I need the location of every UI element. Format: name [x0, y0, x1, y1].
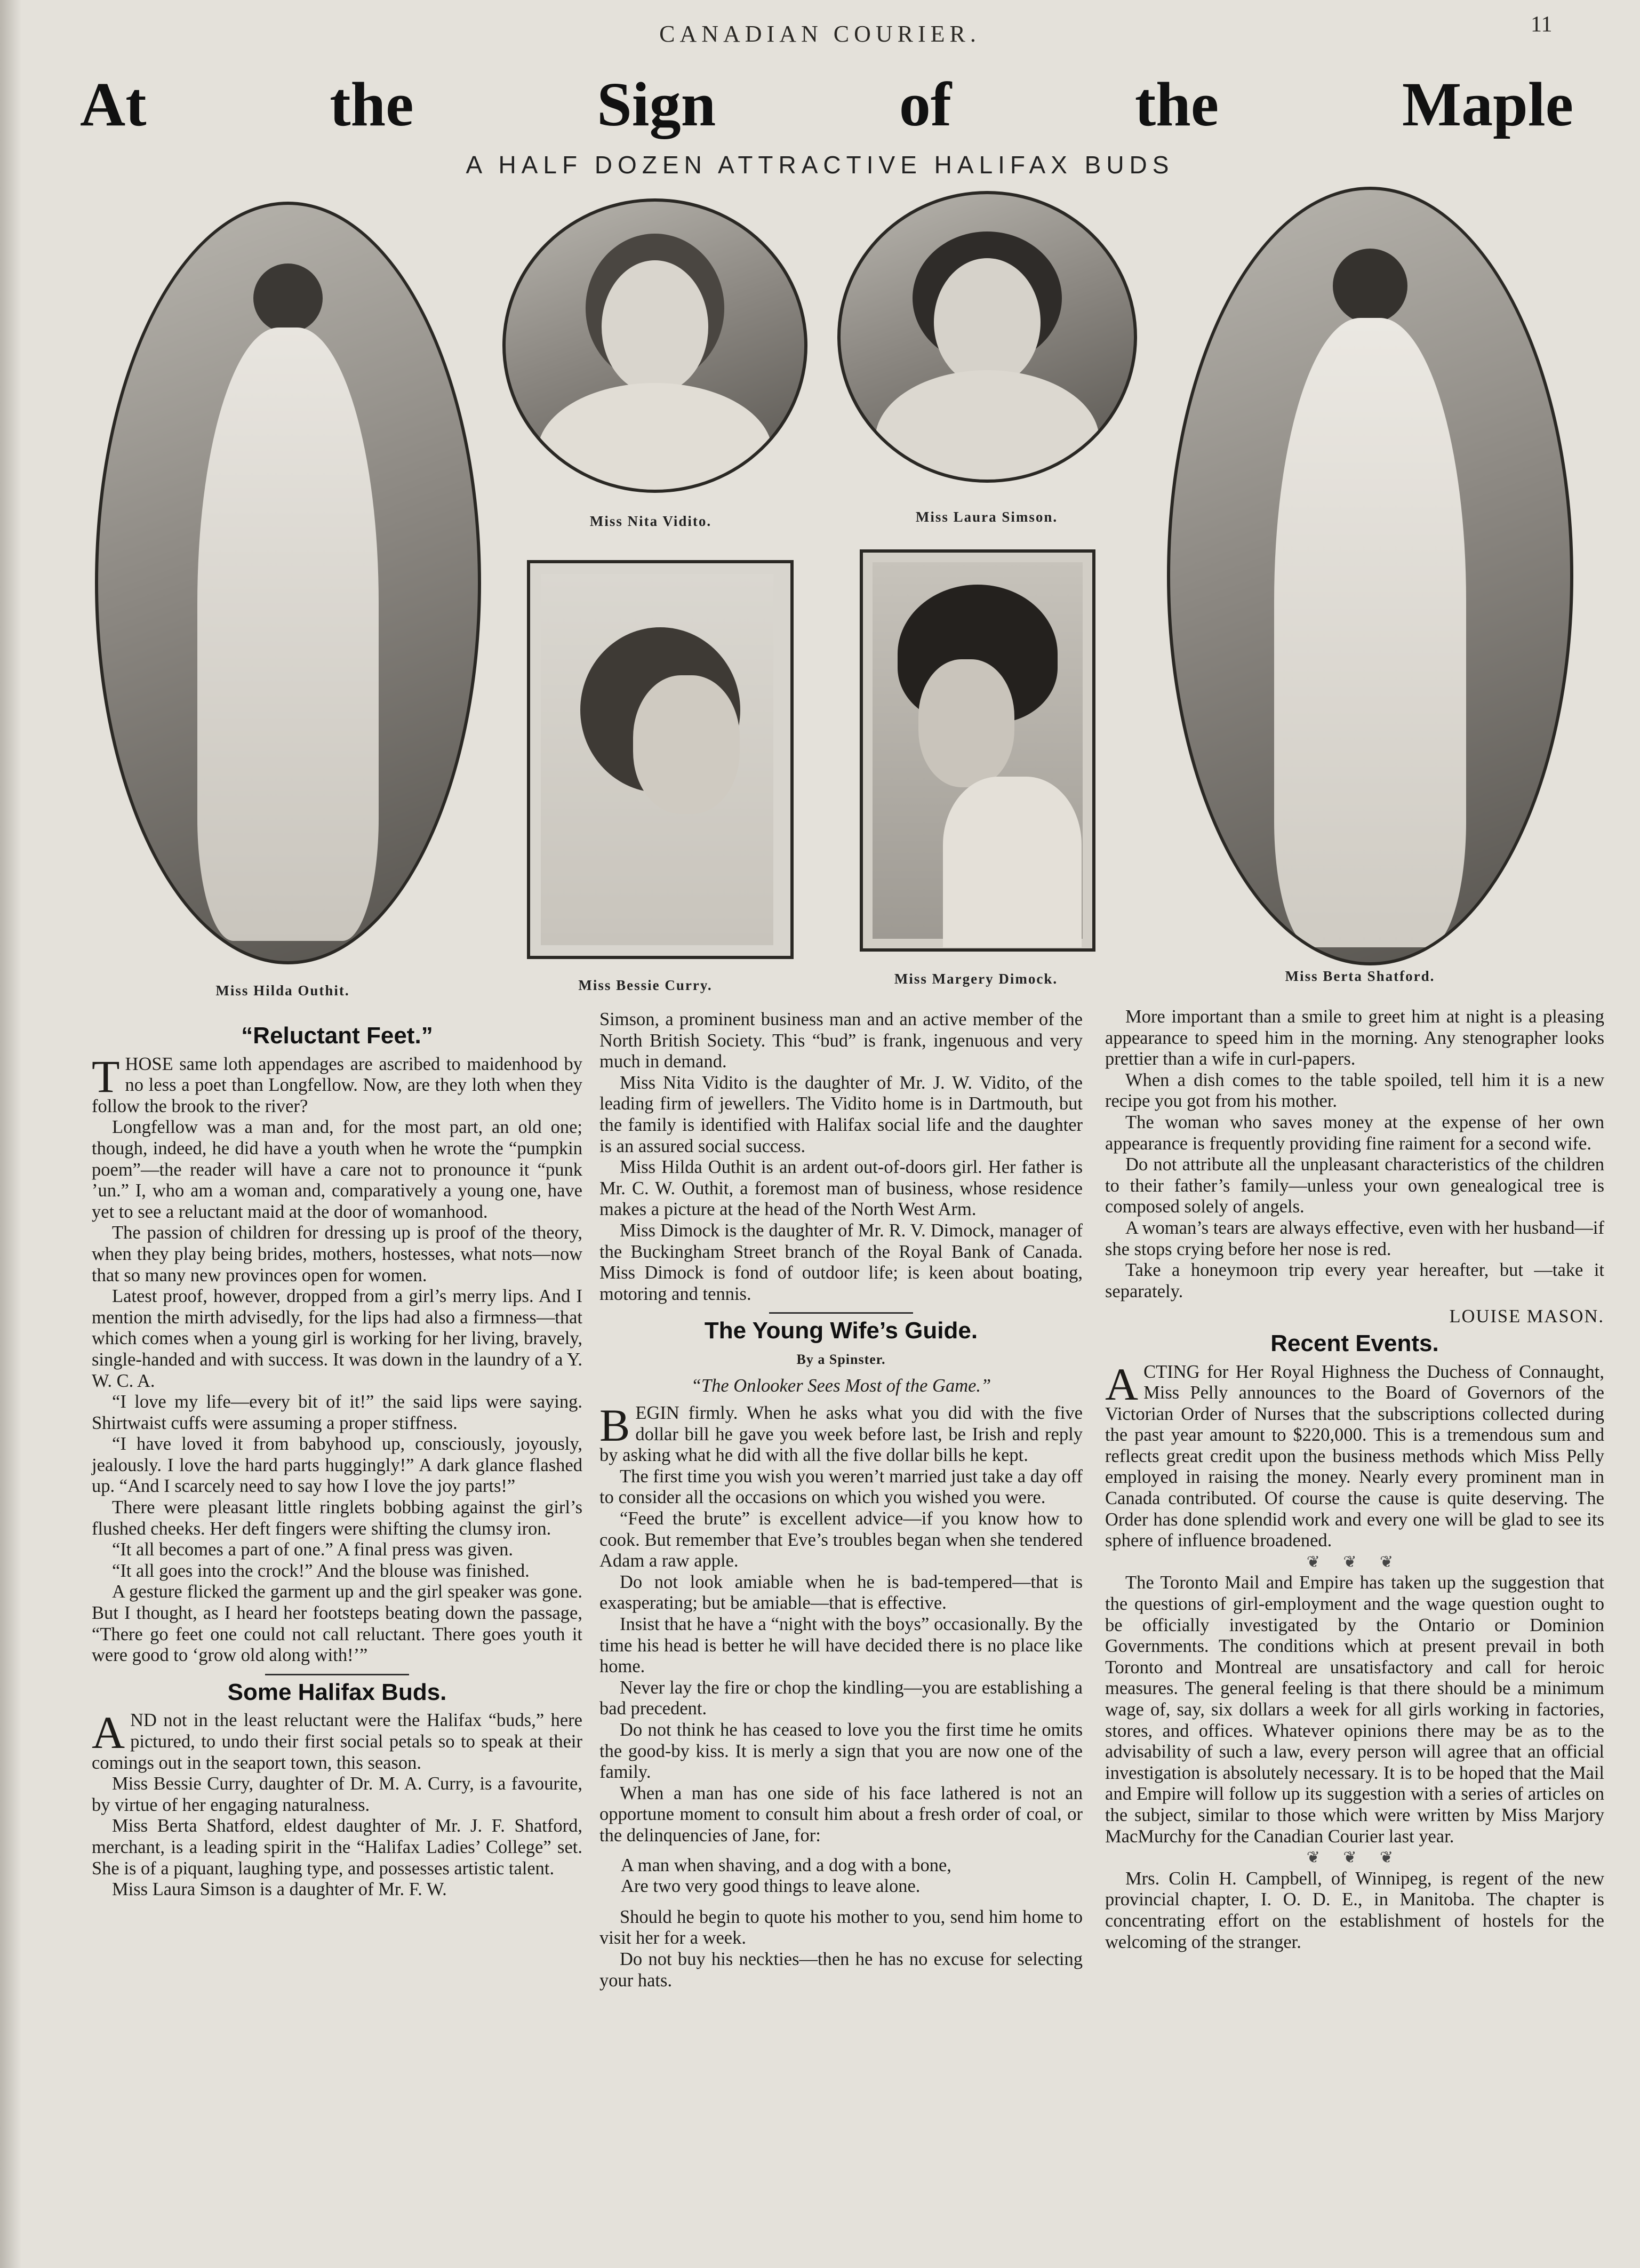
paragraph: Should he begin to quote his mother to you, send him home to visit her for a week.: [599, 1906, 1083, 1948]
photo-margery-dimock: [860, 549, 1095, 952]
paragraph: Simson, a prominent business man and an active member of the North British Society. This “bud” is frank, ingenuous and very much in demand.: [599, 1009, 1083, 1072]
paragraph: Never lay the fire or chop the kindling—you are establishing a bad precedent.: [599, 1677, 1083, 1719]
byline: By a Spinster.: [796, 1351, 886, 1367]
verse-line: A man when shaving, and a dog with a bone,: [621, 1855, 951, 1875]
photo-berta-shatford: [1167, 187, 1573, 965]
heading-recent-events: Recent Events.: [1270, 1330, 1439, 1356]
drop-cap: A: [1105, 1358, 1139, 1410]
paragraph: “It all becomes a part of one.” A final press was given.: [112, 1539, 514, 1560]
ornament-divider: ❦ ❦ ❦: [1306, 1849, 1403, 1867]
drop-cap: T: [92, 1050, 120, 1102]
paragraph: When a man has one side of his face lathered is not an opportune moment to consult him about a fresh order of coal, or the delinquencies of Jane, for:: [599, 1783, 1083, 1846]
caption-margery-dimock: Miss Margery Dimock.: [894, 971, 1058, 987]
paragraph: Do not attribute all the unpleasant characteristics of the children to their father’s family—unless your own genealogical tree is composed solely of angels.: [1105, 1154, 1604, 1217]
heading-reluctant-feet: “Reluctant Feet.”: [241, 1023, 433, 1049]
paragraph: Do not think he has ceased to love you the first time he omits the good-by kiss. It is merly a sign that you are now one of the family.: [599, 1720, 1083, 1783]
drop-cap: A: [92, 1707, 125, 1759]
paragraph: “It all goes into the crock!” And the blouse was finished.: [112, 1560, 530, 1581]
paragraph: Do not look amiable when he is bad-tempered—that is exasperating; but be amiable—that is effective.: [599, 1571, 1083, 1614]
article-subtitle: A HALF DOZEN ATTRACTIVE HALIFAX BUDS: [466, 151, 1174, 179]
running-head: CANADIAN COURIER.: [659, 21, 981, 47]
paragraph: The woman who saves money at the expense of her own appearance is frequently providing fine raiment for a second wife.: [1105, 1112, 1604, 1154]
verse-line: Are two very good things to leave alone.: [621, 1876, 921, 1897]
caption-nita-vidito: Miss Nita Vidito.: [589, 513, 712, 529]
paragraph: Miss Dimock is the daughter of Mr. R. V. Dimock, manager of the Buckingham Street branch of the Royal Bank of Canada. Miss Dimock is fond of outdoor life; is keen about boating, motoring and tennis.: [599, 1220, 1083, 1304]
paragraph: Miss Hilda Outhit is an ardent out-of-doors girl. Her father is Mr. C. W. Outhit, a foremost man of business, whose residence makes a picture at the head of the North West Arm.: [599, 1157, 1083, 1220]
paragraph: Miss Laura Simson is a daughter of Mr. F. W.: [112, 1879, 447, 1900]
paragraph: The Toronto Mail and Empire has taken up the suggestion that the questions of girl-employment and the wage question ought to be officially investigated by the Ontario or Dominion Governments. The conditions which at present prevail in both Toronto and Montreal are unsatisfactory and call for heroic measures. The general feeling is that there should be a minimum wage of, say, six dollars a week for all girls working in factories, stores, and offices. Whatever opinions there may be as to the advisability of such a law, every person will agree that an official investigation is absolutely necessary. It is to be hoped that the Mail and Empire will follow up its suggestion with a series of articles on the subject, similar to those which were written by Miss Marjory MacMurchy for the Canadian Courier last year.: [1105, 1572, 1604, 1847]
caption-berta-shatford: Miss Berta Shatford.: [1285, 968, 1435, 984]
paragraph: ACTING for Her Royal Highness the Duchess of Connaught, Miss Pelly announces to the Board of Governors of the Victorian Order of Nurses that the subscriptions collected during the past year amount to $220,000. This is a tremendous sum and reflects great credit upon the business methods which Miss Pelly employed in raising the money. Nearly every prominent man in Canada contributed. Of course the cause is quite deserving. The Order has done splendid work and every one will be glad to see its sphere of influence broadened.: [1105, 1358, 1604, 1551]
paragraph: Latest proof, however, dropped from a girl’s merry lips. And I mention the mirth advisedly, for the lips had also a firmness—that which comes when a young girl is working for her living, bravely, single-handed and with success. It was down in the laundry of a Y. W. C. A.: [92, 1286, 582, 1391]
paragraph: Take a honeymoon trip every year hereafter, but —take it separately.: [1105, 1260, 1604, 1301]
page-gutter-shadow: [0, 0, 21, 2268]
paragraph: “I have loved it from babyhood up, consciously, joyously, jealously. I love the hard parts huggingly!” A dark glance flashed up. “And I scarcely need to say how I love the joy parts!”: [92, 1434, 582, 1497]
title-word: the: [330, 69, 414, 139]
title-word: the: [1134, 69, 1219, 139]
paragraph: There were pleasant little ringlets bobbing against the girl’s flushed cheeks. Her deft fingers were shifting the clumsy iron.: [92, 1497, 582, 1539]
photo-hilda-outhit: [95, 202, 481, 964]
paragraph: Miss Nita Vidito is the daughter of Mr. J. W. Vidito, of the leading firm of jewellers. The Vidito home is in Dartmouth, but the family is identified with Halifax social life and the daughter is an assured social success.: [599, 1072, 1083, 1156]
section-rule: [769, 1312, 913, 1314]
column-1: [92, 1020, 582, 1900]
paragraph: A woman’s tears are always effective, even with her husband—if she stops crying before her nose is red.: [1105, 1217, 1604, 1259]
verse: [621, 1855, 1083, 1897]
page-number: 11: [1531, 12, 1553, 37]
paragraph: Miss Berta Shatford, eldest daughter of Mr. J. F. Shatford, merchant, is a leading spirit in the “Halifax Ladies’ College” set. She is of a piquant, laughing type, and possesses artistic talent.: [92, 1816, 582, 1879]
heading-some-halifax-buds: Some Halifax Buds.: [227, 1679, 447, 1705]
drop-cap: B: [599, 1400, 630, 1451]
paragraph: The passion of children for dressing up is proof of the theory, when they play being brides, mothers, hostesses, what nots—now that so many new provinces open for women.: [92, 1223, 582, 1285]
paragraph: Do not buy his neckties—then he has no excuse for selecting your hats.: [599, 1948, 1083, 1991]
photo-laura-simson: [837, 191, 1137, 483]
paragraph: Insist that he have a “night with the boys” occasionally. By the time his head is better he will have decided there is no place like home.: [599, 1614, 1083, 1677]
paragraph: Mrs. Colin H. Campbell, of Winnipeg, is regent of the new provincial chapter, I. O. D. E., in Manitoba. The chapter is concentrating effort on the establishment of hostels for the welcoming of the stranger.: [1105, 1868, 1604, 1952]
paragraph: BEGIN firmly. When he asks what you did with the five dollar bill he gave you week before last, be Irish and reply by asking what he did with all the five dollar bills he kept.: [599, 1400, 1083, 1466]
heading-young-wifes-guide: The Young Wife’s Guide.: [704, 1317, 978, 1344]
paragraph: When a dish comes to the table spoiled, tell him it is a new recipe you got from his mother.: [1105, 1069, 1604, 1112]
paragraph: “Feed the brute” is excellent advice—if you know how to cook. But remember that Eve’s troubles began when she tendered Adam a raw apple.: [599, 1508, 1083, 1571]
title-word: Sign: [597, 69, 716, 139]
article-title: [80, 68, 1573, 141]
section-rule: [265, 1674, 409, 1675]
paragraph: Longfellow was a man and, for the most part, an old one; though, indeed, he did have a youth when he wrote the “pumpkin poem”—the reader will have a care not to pronounce it “punk ’un.” I, who am a woman and, comparatively a young one, have yet to see a reluctant maid at the door of womanhood.: [92, 1117, 582, 1222]
photo-bessie-curry: [527, 560, 794, 959]
tagline: “The Onlooker Sees Most of the Game.”: [691, 1375, 991, 1396]
title-word: of: [899, 69, 952, 139]
caption-hilda-outhit: Miss Hilda Outhit.: [215, 983, 350, 999]
caption-bessie-curry: Miss Bessie Curry.: [578, 977, 713, 993]
ornament-divider: ❦ ❦ ❦: [1306, 1553, 1403, 1571]
title-word: Maple: [1402, 69, 1573, 139]
paragraph: A gesture flicked the garment up and the girl speaker was gone. But I thought, as I heard her footsteps beating down the passage, “There go feet one could not call reluctant. There goes youth it were good to ‘grow old along with!’”: [92, 1582, 582, 1666]
author-signature: LOUISE MASON.: [1449, 1306, 1604, 1327]
photo-nita-vidito: [502, 198, 807, 493]
caption-laura-simson: Miss Laura Simson.: [915, 509, 1058, 525]
paragraph: Miss Bessie Curry, daughter of Dr. M. A. Curry, is a favourite, by virtue of her engaging naturalness.: [92, 1774, 582, 1815]
paragraph: AND not in the least reluctant were the Halifax “buds,” here pictured, to undo their first social petals so to speak at their comings out in the seaport town, this season.: [92, 1707, 582, 1773]
paragraph: The first time you wish you weren’t married just take a day off to consider all the occasions on which you wished you were.: [599, 1466, 1083, 1508]
column-2: [599, 1009, 1083, 1991]
title-word: At: [80, 69, 147, 139]
paragraph: More important than a smile to greet him at night is a pleasing appearance to speed him in the morning. Any stenographer looks prettier than a wife in curl-papers.: [1105, 1007, 1604, 1069]
paragraph: “I love my life—every bit of it!” the said lips were saying. Shirtwaist cuffs were assuming a proper stiffness.: [92, 1392, 582, 1433]
paragraph: THOSE same loth appendages are ascribed to maidenhood by no less a poet than Longfellow. Now, are they loth when they follow the brook to the river?: [92, 1050, 582, 1116]
column-3: [1105, 1007, 1604, 1953]
